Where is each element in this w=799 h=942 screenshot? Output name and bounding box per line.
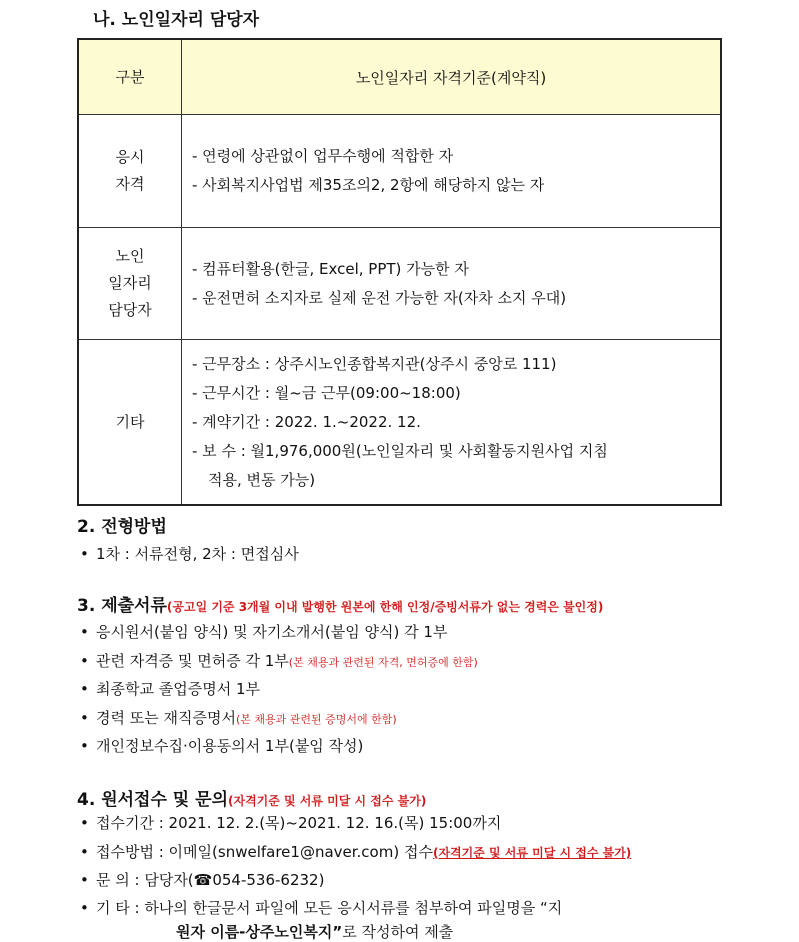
bullet-icon: • xyxy=(80,871,89,889)
bullet-icon: • xyxy=(80,899,89,917)
header-category: 구분 xyxy=(78,39,182,115)
row-body xyxy=(182,228,722,340)
list-item-text: 최종학교 졸업증명서 1부 xyxy=(96,680,260,698)
row-label xyxy=(78,228,182,340)
row-line: - 근무장소 : 상주시노인종합복지관(상주시 중앙로 111) xyxy=(192,354,557,373)
row-body xyxy=(182,115,722,228)
bullet-icon: • xyxy=(80,623,89,641)
list-item-text: 응시원서(붙임 양식) 및 자기소개서(붙임 양식) 각 1부 xyxy=(96,623,448,641)
bullet-icon: • xyxy=(80,814,89,832)
list-item-text: 개인정보수집·이용동의서 1부(붙임 작성) xyxy=(96,737,364,755)
section-4-note: (자격기준 및 서류 미달 시 접수 불가) xyxy=(228,794,427,808)
table-header-row xyxy=(78,39,721,115)
row-line: - 근무시간 : 월~금 근무(09:00~18:00) xyxy=(192,383,461,402)
section-title-na: 나. 노인일자리 담당자 xyxy=(93,10,260,30)
row-line: - 컴퓨터활용(한글, Excel, PPT) 가능한 자 xyxy=(192,259,469,278)
list-item-text: 기 타 : 하나의 한글문서 파일에 모든 응시서류를 첨부하여 파일명을 “지 xyxy=(96,899,563,917)
list-item xyxy=(80,543,299,564)
list-item xyxy=(80,678,260,699)
list-item xyxy=(80,621,447,642)
list-item-note: (자격기준 및 서류 미달 시 접수 불가) xyxy=(432,846,632,860)
list-item-continuation xyxy=(176,921,453,942)
row-label-line: 기타 xyxy=(115,412,145,431)
list-item-text: 1차 : 서류전형, 2차 : 면접심사 xyxy=(96,545,299,563)
section-3-note: (공고일 기준 3개월 이내 발행한 원본에 한해 인정/증빙서류가 없는 경력은 불인정) xyxy=(166,600,604,614)
list-item xyxy=(80,812,501,833)
bullet-icon: • xyxy=(80,709,89,727)
list-item xyxy=(80,707,397,728)
continuation-text: 로 작성하여 제출 xyxy=(342,923,454,941)
row-label xyxy=(78,340,182,506)
row-label-line: 응시 xyxy=(115,148,145,166)
row-line: - 사회복지사업법 제35조의2, 2항에 해당하지 않는 자 xyxy=(192,176,545,194)
row-label-line: 자격 xyxy=(115,175,145,193)
bullet-icon: • xyxy=(80,545,89,563)
header-criteria: 노인일자리 자격기준(계약직) xyxy=(182,39,722,115)
section-3-title-text: 3. 제출서류 xyxy=(77,596,167,616)
list-item-text: 문 의 : 담당자(☎054-536-6232) xyxy=(96,871,325,889)
row-line: - 운전면허 소지자로 실제 운전 가능한 자(자차 소지 우대) xyxy=(192,288,567,307)
row-body xyxy=(182,340,722,506)
bullet-icon: • xyxy=(80,652,89,670)
section-title-4 xyxy=(77,785,426,810)
filename-format: 원자 이름-상주노인복지” xyxy=(176,923,343,941)
row-label-line: 노인 xyxy=(115,247,145,265)
row-label xyxy=(78,115,182,228)
list-item-text: 접수기간 : 2021. 12. 2.(목)~2021. 12. 16.(목) 15:00까지 xyxy=(96,814,502,832)
list-item xyxy=(80,841,631,862)
bullet-icon: • xyxy=(80,680,89,698)
list-item xyxy=(80,735,363,756)
bullet-icon: • xyxy=(80,843,89,861)
row-line: - 연령에 상관없이 업무수행에 적합한 자 xyxy=(192,147,454,165)
section-2-title-text: 2. 전형방법 xyxy=(77,517,167,537)
list-item-text: 경력 또는 재직증명서 xyxy=(96,709,236,727)
row-line: - 계약기간 : 2022. 1.~2022. 12. xyxy=(192,412,421,431)
qualification-table xyxy=(77,38,722,506)
list-item-text: 접수방법 : 이메일(snwelfare1@naver.com) 접수 xyxy=(96,843,433,861)
row-line: 적용, 변동 가능) xyxy=(208,470,316,489)
row-line: - 보 수 : 월1,976,000원(노인일자리 및 사회활동지원사업 지침 xyxy=(192,441,608,460)
list-item-note: (본 채용과 관련된 증명서에 한함) xyxy=(235,713,397,726)
row-label-line: 일자리 xyxy=(108,274,152,292)
list-item-text: 관련 자격증 및 면허증 각 1부 xyxy=(96,652,289,670)
list-item-note: (본 채용과 관련된 자격, 면허증에 한함) xyxy=(288,656,478,669)
row-label-line: 담당자 xyxy=(108,301,152,319)
section-4-title-text: 4. 원서접수 및 문의 xyxy=(77,790,228,810)
bullet-icon: • xyxy=(80,737,89,755)
table-row xyxy=(78,115,721,228)
list-item xyxy=(80,897,562,918)
table-row xyxy=(78,228,721,340)
section-title-2 xyxy=(77,512,167,537)
list-item xyxy=(80,869,324,890)
section-title-3 xyxy=(77,591,603,616)
list-item xyxy=(80,650,478,671)
table-row xyxy=(78,340,721,506)
